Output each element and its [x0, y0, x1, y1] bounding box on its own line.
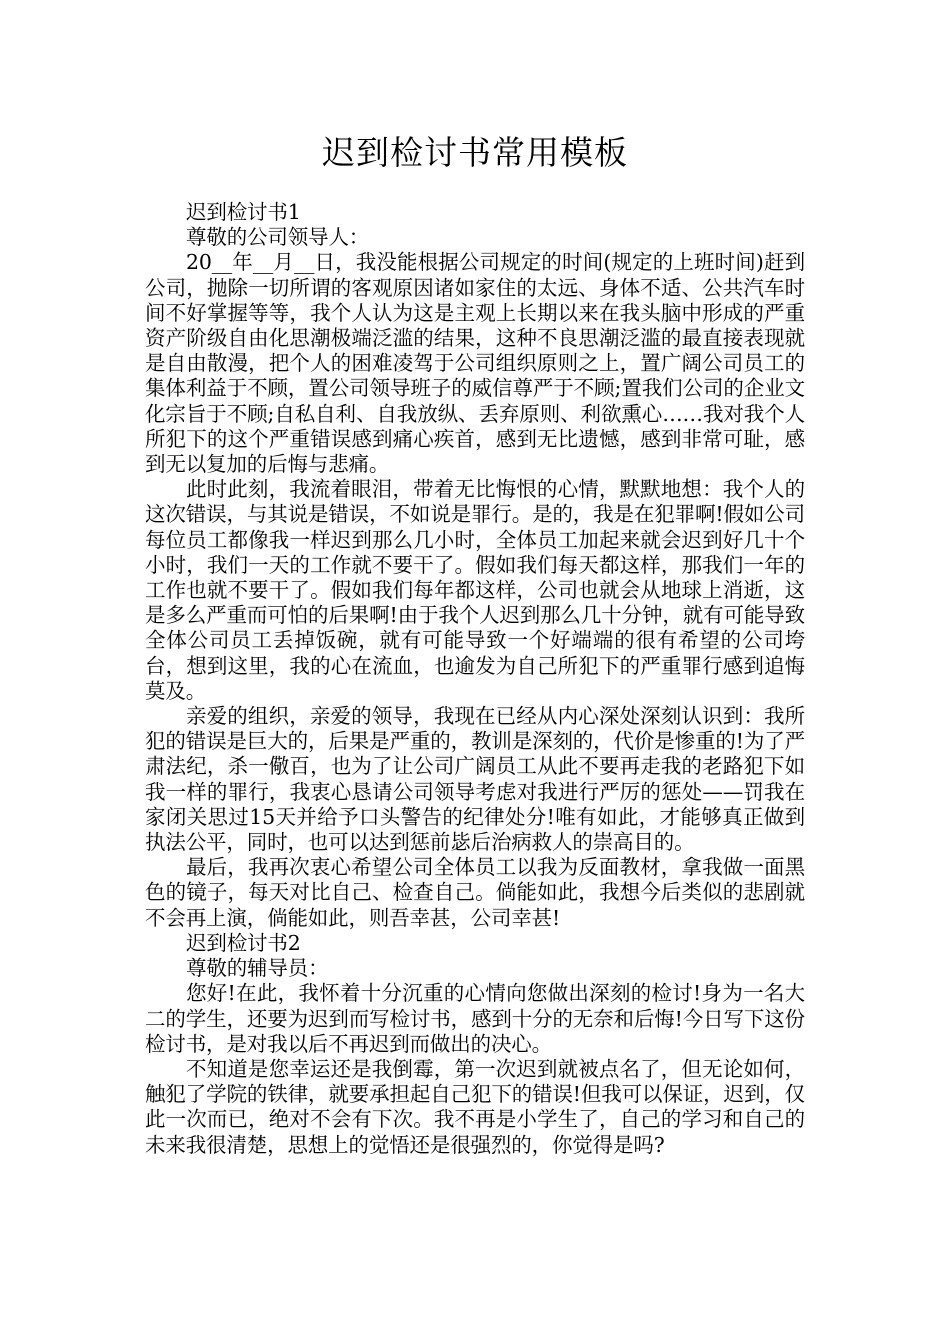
- heading-letter-2: 迟到检讨书2: [186, 930, 301, 955]
- document-body: [145, 200, 805, 1158]
- document-title: 迟到检讨书常用模板: [322, 133, 628, 172]
- body-paragraph: 此时此刻，我流着眼泪，带着无比悔恨的心情，默默地想：我个人的这次错误，与其说是错误，不如说是罪行。是的，我是在犯罪啊!假如公司每位员工都像我一样迟到那么几小时，全体员工加起来就会迟到好几十个小时，我们一天的工作就不要干了。假如我们每天都这样，那我们一年的工作也就不要干了。假如我们每年都这样，公司也就会从地球上消逝，这是多么严重而可怕的后果啊!由于我个人迟到那么几十分钟，就有可能导致全体公司员工丢掉饭碗，就有可能导致一个好端端的很有希望的公司垮台，想到这里，我的心在流血，也逾发为自己所犯下的严重罪行感到追悔莫及。: [145, 477, 805, 703]
- salutation-2: 尊敬的辅导员：: [186, 956, 329, 981]
- body-paragraph: 最后，我再次衷心希望公司全体员工以我为反面教材，拿我做一面黑色的镜子，每天对比自己、检查自己。倘能如此，我想今后类似的悲剧就不会再上演，倘能如此，则吾幸甚，公司幸甚!: [145, 855, 805, 930]
- salutation-1: 尊敬的公司领导人：: [186, 225, 370, 250]
- body-paragraph: 20__年__月__日，我没能根据公司规定的时间(规定的上班时间)赶到公司，抛除一切所谓的客观原因诸如家住的太远、身体不适、公共汽车时间不好掌握等等，我个人认为这是主观上长期以来在我头脑中形成的严重资产阶级自由化思潮极端泛滥的结果，这种不良思潮泛滥的最直接表现就是自由散漫，把个人的困难凌驾于公司组织原则之上，置广阔公司员工的集体利益于不顾，置公司领导班子的威信尊严于不顾;置我们公司的企业文化宗旨于不顾;自私自利、自我放纵、丢弃原则、利欲熏心……我对我个人所犯下的这个严重错误感到痛心疾首，感到无比遗憾，感到非常可耻，感到无以复加的后悔与悲痛。: [145, 250, 805, 477]
- body-paragraph: 亲爱的组织，亲爱的领导，我现在已经从内心深处深刻认识到：我所犯的错误是巨大的，后果是严重的，教训是深刻的，代价是惨重的!为了严肃法纪，杀一儆百，也为了让公司广阔员工从此不要再走我的老路犯下如我一样的罪行，我衷心恳请公司领导考虑对我进行严厉的惩处——罚我在家闭关思过15天并给予口头警告的纪律处分!唯有如此，才能够真正做到执法公平，同时，也可以达到惩前毖后治病救人的崇高目的。: [145, 704, 805, 855]
- body-paragraph: 不知道是您幸运还是我倒霉，第一次迟到就被点名了，但无论如何，触犯了学院的铁律，就要承担起自己犯下的错误!但我可以保证，迟到，仅此一次而已，绝对不会有下次。我不再是小学生了，自己的学习和自己的未来我很清楚，思想上的觉悟还是很强烈的，你觉得是吗?: [145, 1056, 805, 1157]
- body-paragraph: 您好!在此，我怀着十分沉重的心情向您做出深刻的检讨!身为一名大二的学生，还要为迟到而写检讨书，感到十分的无奈和后悔!今日写下这份检讨书，是对我以后不再迟到而做出的决心。: [145, 981, 805, 1056]
- document-page: [145, 0, 805, 1158]
- heading-letter-1: 迟到检讨书1: [186, 200, 301, 224]
